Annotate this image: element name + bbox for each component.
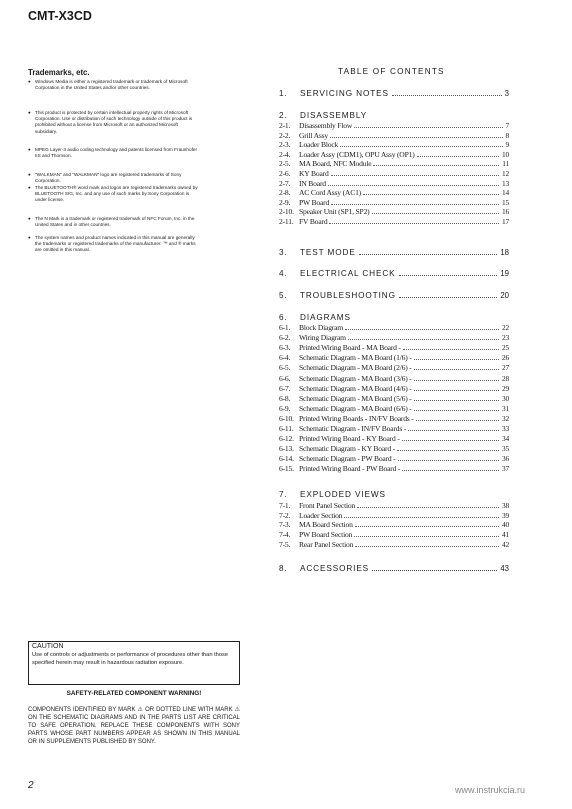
toc-entry-label: PW Board: [299, 197, 330, 207]
toc-entry-label: Wiring Diagram: [299, 333, 346, 343]
dot-leader: [359, 254, 498, 255]
toc-entry-label: Loader Section: [299, 510, 343, 520]
toc-page-number: 31: [502, 403, 509, 413]
toc-entry-number: 6-13.: [279, 444, 294, 454]
toc-page-number: 8: [505, 130, 509, 140]
toc-page-number: 12: [502, 169, 509, 178]
toc-entry[interactable]: [279, 353, 509, 363]
dot-leader: [363, 194, 499, 195]
toc-page-number: 20: [500, 291, 509, 300]
toc-page-number: 43: [500, 564, 509, 573]
trademark-item: ● Windows Media is either a registered trademark or trademark of Microsoft Corporation in the United States and/or other countries.: [28, 79, 200, 110]
toc-page-number: 19: [500, 269, 509, 278]
dot-leader: [414, 380, 499, 381]
toc-entry-label: AC Cord Assy (AC1): [299, 188, 362, 198]
toc-page-number: 15: [502, 197, 509, 207]
trademarks-list: [28, 79, 200, 254]
toc-entry-number: 7-1.: [279, 501, 291, 510]
dot-leader: [330, 137, 502, 138]
toc-entry[interactable]: [279, 323, 509, 333]
dot-leader: [372, 570, 497, 571]
toc-entry[interactable]: [279, 444, 509, 454]
toc-page-number: 28: [502, 373, 509, 383]
toc-entry-number: 6-1.: [279, 323, 291, 332]
toc-section-label: TEST MODE: [300, 248, 356, 257]
caution-text: Use of controls or adjustments or performance of procedures other than those specified herein may result in hazardous radiation exposure.: [32, 652, 229, 666]
toc-entry[interactable]: [279, 207, 509, 217]
toc-section-number: 1.: [279, 89, 288, 98]
toc-section-number: 4.: [279, 269, 288, 278]
toc-section-2: [279, 111, 367, 120]
dot-leader: [414, 410, 499, 411]
dot-leader: [414, 400, 499, 401]
toc-entry-label: Schematic Diagram - KY Board -: [299, 444, 395, 454]
toc-page-number: 39: [502, 510, 509, 520]
toc-page-number: 35: [502, 444, 509, 454]
toc-entry-number: 6-15.: [279, 464, 294, 474]
model-title: CMT-X3CD: [28, 9, 92, 23]
toc-entry-number: 2-4.: [279, 149, 291, 159]
toc-section-6: [279, 313, 351, 322]
toc-page-number: 10: [502, 149, 509, 159]
dot-leader: [340, 146, 502, 147]
toc-entry[interactable]: [279, 217, 509, 227]
dot-leader: [399, 297, 497, 298]
dot-leader: [372, 213, 500, 214]
toc-entry[interactable]: [279, 464, 509, 474]
toc-page-number: 33: [502, 424, 509, 433]
toc-entry-number: 6-5.: [279, 363, 291, 373]
toc-entry[interactable]: [279, 121, 509, 131]
toc-entry-label: Disassembly Flow: [299, 121, 353, 130]
trademarks-title: Trademarks, etc.: [28, 68, 90, 77]
toc-entry-number: 6-9.: [279, 403, 291, 413]
toc-entry-number: 2-6.: [279, 169, 291, 178]
toc-section-number: 8.: [279, 564, 288, 573]
toc-entry-number: 6-3.: [279, 343, 291, 353]
toc-page-number: 29: [502, 383, 509, 393]
toc-entry-number: 6-4.: [279, 353, 291, 363]
toc-entry[interactable]: [279, 454, 509, 464]
toc-entry-number: 2-9.: [279, 197, 291, 207]
toc-entry[interactable]: [279, 140, 509, 150]
dot-leader: [414, 359, 499, 360]
toc-entry-number: 2-11.: [279, 217, 294, 226]
toc-entry-number: 2-1.: [279, 121, 291, 130]
toc-section-label: DIAGRAMS: [300, 313, 351, 322]
toc-entry[interactable]: [279, 150, 509, 160]
toc-section-4[interactable]: [279, 269, 509, 278]
toc-entry[interactable]: [279, 131, 509, 141]
dot-leader: [354, 536, 499, 537]
toc-page-number: 17: [502, 217, 509, 226]
toc-entry[interactable]: [279, 384, 509, 394]
dot-leader: [408, 430, 499, 431]
toc-section-label: SERVICING NOTES: [300, 89, 389, 98]
toc-entry[interactable]: [279, 501, 509, 511]
toc-page-number: 40: [502, 520, 509, 530]
toc-page-number: 23: [502, 333, 509, 343]
toc-page-number: 14: [502, 188, 509, 198]
trademark-item: ● The N Mark is a trademark or registered trademark of NFC Forum, Inc. in the United States and in other countries.: [28, 216, 200, 235]
toc-entry-number: 6-14.: [279, 454, 294, 464]
toc-section-label: ELECTRICAL CHECK: [300, 269, 396, 278]
toc-entry[interactable]: [279, 520, 509, 530]
toc-section-number: 3.: [279, 248, 288, 257]
toc-page-number: 16: [502, 207, 509, 217]
toc-entry-label: Printed Wiring Boards - IN/FV Boards -: [299, 413, 414, 423]
toc-entry[interactable]: [279, 404, 509, 414]
toc-section-7: [279, 490, 386, 499]
toc-section-number: 5.: [279, 291, 288, 300]
dot-leader: [331, 175, 499, 176]
trademark-item: ● The system names and product names indicated in this manual are generally the trademarks or registered trademarks of the manufacturer. ™ and ® marks are omitted in this manual.: [28, 235, 200, 254]
toc-page-number: 26: [502, 353, 509, 363]
toc-entry[interactable]: [279, 374, 509, 384]
toc-entry-label: Schematic Diagram - IN/FV Boards -: [299, 424, 407, 433]
dot-leader: [402, 440, 499, 441]
toc-entry[interactable]: [279, 540, 509, 550]
toc-entry-label: PW Board Section: [299, 530, 353, 540]
toc-section-5[interactable]: [279, 291, 509, 300]
dot-leader: [397, 450, 499, 451]
toc-entry-number: 6-8.: [279, 393, 291, 403]
dot-leader: [414, 390, 499, 391]
page-number: 2: [28, 780, 34, 791]
dot-leader: [354, 127, 502, 128]
dot-leader: [357, 507, 499, 508]
dot-leader: [355, 526, 499, 527]
toc-entry-label: Schematic Diagram - MA Board (4/6) -: [299, 383, 412, 393]
toc-entry-number: 2-2.: [279, 130, 291, 140]
toc-entry[interactable]: [279, 159, 509, 169]
toc-page-number: 13: [502, 178, 509, 188]
toc-section-8[interactable]: [279, 564, 509, 573]
toc-entry-number: 6-11.: [279, 424, 294, 433]
toc-section-number: 6.: [279, 313, 288, 322]
toc-section-label: EXPLODED VIEWS: [300, 490, 386, 499]
toc-entry[interactable]: [279, 333, 509, 343]
toc-page-number: 37: [502, 464, 509, 474]
toc-page-number: 34: [502, 434, 509, 444]
toc-entry-number: 7-2.: [279, 510, 291, 520]
toc-entry-label: MA Board Section: [299, 520, 353, 530]
safety-warning-text: COMPONENTS IDENTIFIED BY MARK ⚠ OR DOTTED LINE WITH MARK ⚠ ON THE SCHEMATIC DIAGRAMS AND IN THE PARTS LIST ARE CRITICAL TO SAFE OPERATION. REPLACE THESE COMPONENTS WITH SONY PARTS WHOSE PART NUMBERS APPEAR AS SHOWN IN THIS MANUAL OR IN SUPPLEMENTS PUBLISHED BY SONY.: [28, 707, 240, 745]
toc-entry-label: MA Board, NFC Module: [299, 159, 372, 169]
dot-leader: [331, 204, 499, 205]
toc-entry[interactable]: [279, 434, 509, 444]
toc-entry[interactable]: [279, 530, 509, 540]
toc-entry-number: 2-3.: [279, 140, 291, 150]
toc-page-number: 36: [502, 454, 509, 464]
dot-leader: [355, 546, 499, 547]
toc-entry-label: IN Board: [299, 178, 326, 188]
trademark-item: ● "WALKMAN" and "WALKMAN" logo are registered trademarks of Sony Corporation.: [28, 172, 200, 185]
dot-leader: [417, 156, 499, 157]
watermark-url: www.instrukcia.ru: [455, 785, 526, 795]
toc-entry[interactable]: [279, 198, 509, 208]
toc-entry[interactable]: [279, 394, 509, 404]
dot-leader: [403, 349, 499, 350]
toc-entry-label: Schematic Diagram - MA Board (2/6) -: [299, 363, 412, 373]
toc-entry-label: Front Panel Section: [299, 501, 356, 510]
dot-leader: [414, 369, 499, 370]
toc-page-number: 25: [502, 343, 509, 353]
toc-page-number: 38: [502, 501, 509, 510]
dot-leader: [402, 470, 499, 471]
toc-entry-number: 7-5.: [279, 539, 291, 549]
toc-entry-number: 6-2.: [279, 333, 291, 343]
toc-page-number: 9: [505, 140, 509, 150]
toc-entry-label: FV Board: [299, 217, 328, 226]
trademark-item: ● The BLUETOOTH® word mark and logos are registered trademarks owned by BLUETOOTH SIG, Inc. and any use of such marks by Sony Corporation is under license.: [28, 185, 200, 216]
dot-leader: [345, 329, 499, 330]
toc-entry-number: 7-4.: [279, 530, 291, 540]
toc-entry[interactable]: [279, 169, 509, 179]
toc-page-number: 41: [502, 530, 509, 540]
toc-entry-number: 2-5.: [279, 159, 291, 169]
toc-section-label: TROUBLESHOOTING: [300, 291, 396, 300]
toc-entry-label: Printed Wiring Board - KY Board -: [299, 434, 400, 444]
toc-entry-label: Schematic Diagram - PW Board -: [299, 454, 396, 464]
toc-entry-label: Loader Block: [299, 140, 339, 150]
toc-entry-number: 6-7.: [279, 383, 291, 393]
toc-entry-number: 6-6.: [279, 373, 291, 383]
toc-entry-number: 6-12.: [279, 434, 294, 444]
toc-page-number: 27: [502, 363, 509, 373]
toc-entry[interactable]: [279, 188, 509, 198]
dot-leader: [344, 517, 499, 518]
toc-page-number: 30: [502, 393, 509, 403]
toc-page-number: 32: [502, 413, 509, 423]
trademark-item: ● This product is protected by certain intellectual property rights of Microsoft Corporation. Use or distribution of such technology outside of this product is prohibited without a license from Microsoft or an authorized Microsoft subsidiary.: [28, 110, 200, 147]
toc-page-number: 3: [504, 89, 509, 98]
trademark-item: ● MPEG Layer-3 audio coding technology and patents licensed from Fraunhofer IIS and Thomson.: [28, 147, 200, 172]
toc-entry-label: KY Board: [299, 169, 329, 178]
toc-entry[interactable]: [279, 424, 509, 434]
dot-leader: [398, 460, 499, 461]
toc-section-1[interactable]: [279, 89, 509, 98]
toc-entry-label: Loader Assy (CDM1), OPU Assy (OP1): [299, 149, 415, 159]
toc-page-number: 18: [500, 248, 509, 257]
dot-leader: [416, 420, 499, 421]
toc-section-number: 7.: [279, 490, 288, 499]
toc-entry-label: Rear Panel Section: [299, 539, 354, 549]
toc-entry-label: Grill Assy: [299, 130, 329, 140]
toc-entry[interactable]: [279, 363, 509, 373]
dot-leader: [348, 339, 499, 340]
toc-entry-label: Printed Wiring Board - MA Board -: [299, 343, 401, 353]
toc-section-label: DISASSEMBLY: [300, 111, 368, 120]
dot-leader: [392, 95, 502, 96]
toc-page-number: 22: [502, 323, 509, 332]
toc-entry-label: Printed Wiring Board - PW Board -: [299, 464, 401, 474]
toc-section-label: ACCESSORIES: [300, 564, 370, 573]
toc-entry-label: Schematic Diagram - MA Board (6/6) -: [299, 403, 412, 413]
toc-section-3[interactable]: [279, 248, 509, 257]
toc-entry[interactable]: [279, 343, 509, 353]
toc-entry-number: 2-8.: [279, 188, 291, 198]
toc-entry-number: 2-7.: [279, 178, 291, 188]
toc-section-number: 2.: [279, 111, 288, 120]
toc-entry-number: 2-10.: [279, 207, 294, 217]
dot-leader: [373, 165, 499, 166]
toc-title: TABLE OF CONTENTS: [338, 67, 445, 76]
toc-entry-label: Schematic Diagram - MA Board (3/6) -: [299, 373, 412, 383]
dot-leader: [399, 275, 498, 276]
toc-entry-label: Block Diagram: [299, 323, 344, 332]
toc-entry[interactable]: [279, 179, 509, 189]
toc-page-number: 7: [505, 121, 509, 130]
toc-entry-label: Speaker Unit (SP1, SP2): [299, 207, 370, 217]
toc-entry-number: 6-10.: [279, 413, 294, 423]
toc-page-number: 42: [502, 539, 509, 549]
dot-leader: [328, 185, 499, 186]
toc-entry-label: Schematic Diagram - MA Board (1/6) -: [299, 353, 412, 363]
toc-page-number: 11: [502, 159, 509, 169]
dot-leader: [329, 223, 499, 224]
caution-title: CAUTION: [32, 643, 64, 650]
toc-entry-label: Schematic Diagram - MA Board (5/6) -: [299, 393, 412, 403]
toc-entry-number: 7-3.: [279, 520, 291, 530]
toc-entry[interactable]: [279, 414, 509, 424]
toc-entry[interactable]: [279, 511, 509, 521]
safety-warning-title: SAFETY-RELATED COMPONENT WARNING!: [66, 690, 202, 697]
